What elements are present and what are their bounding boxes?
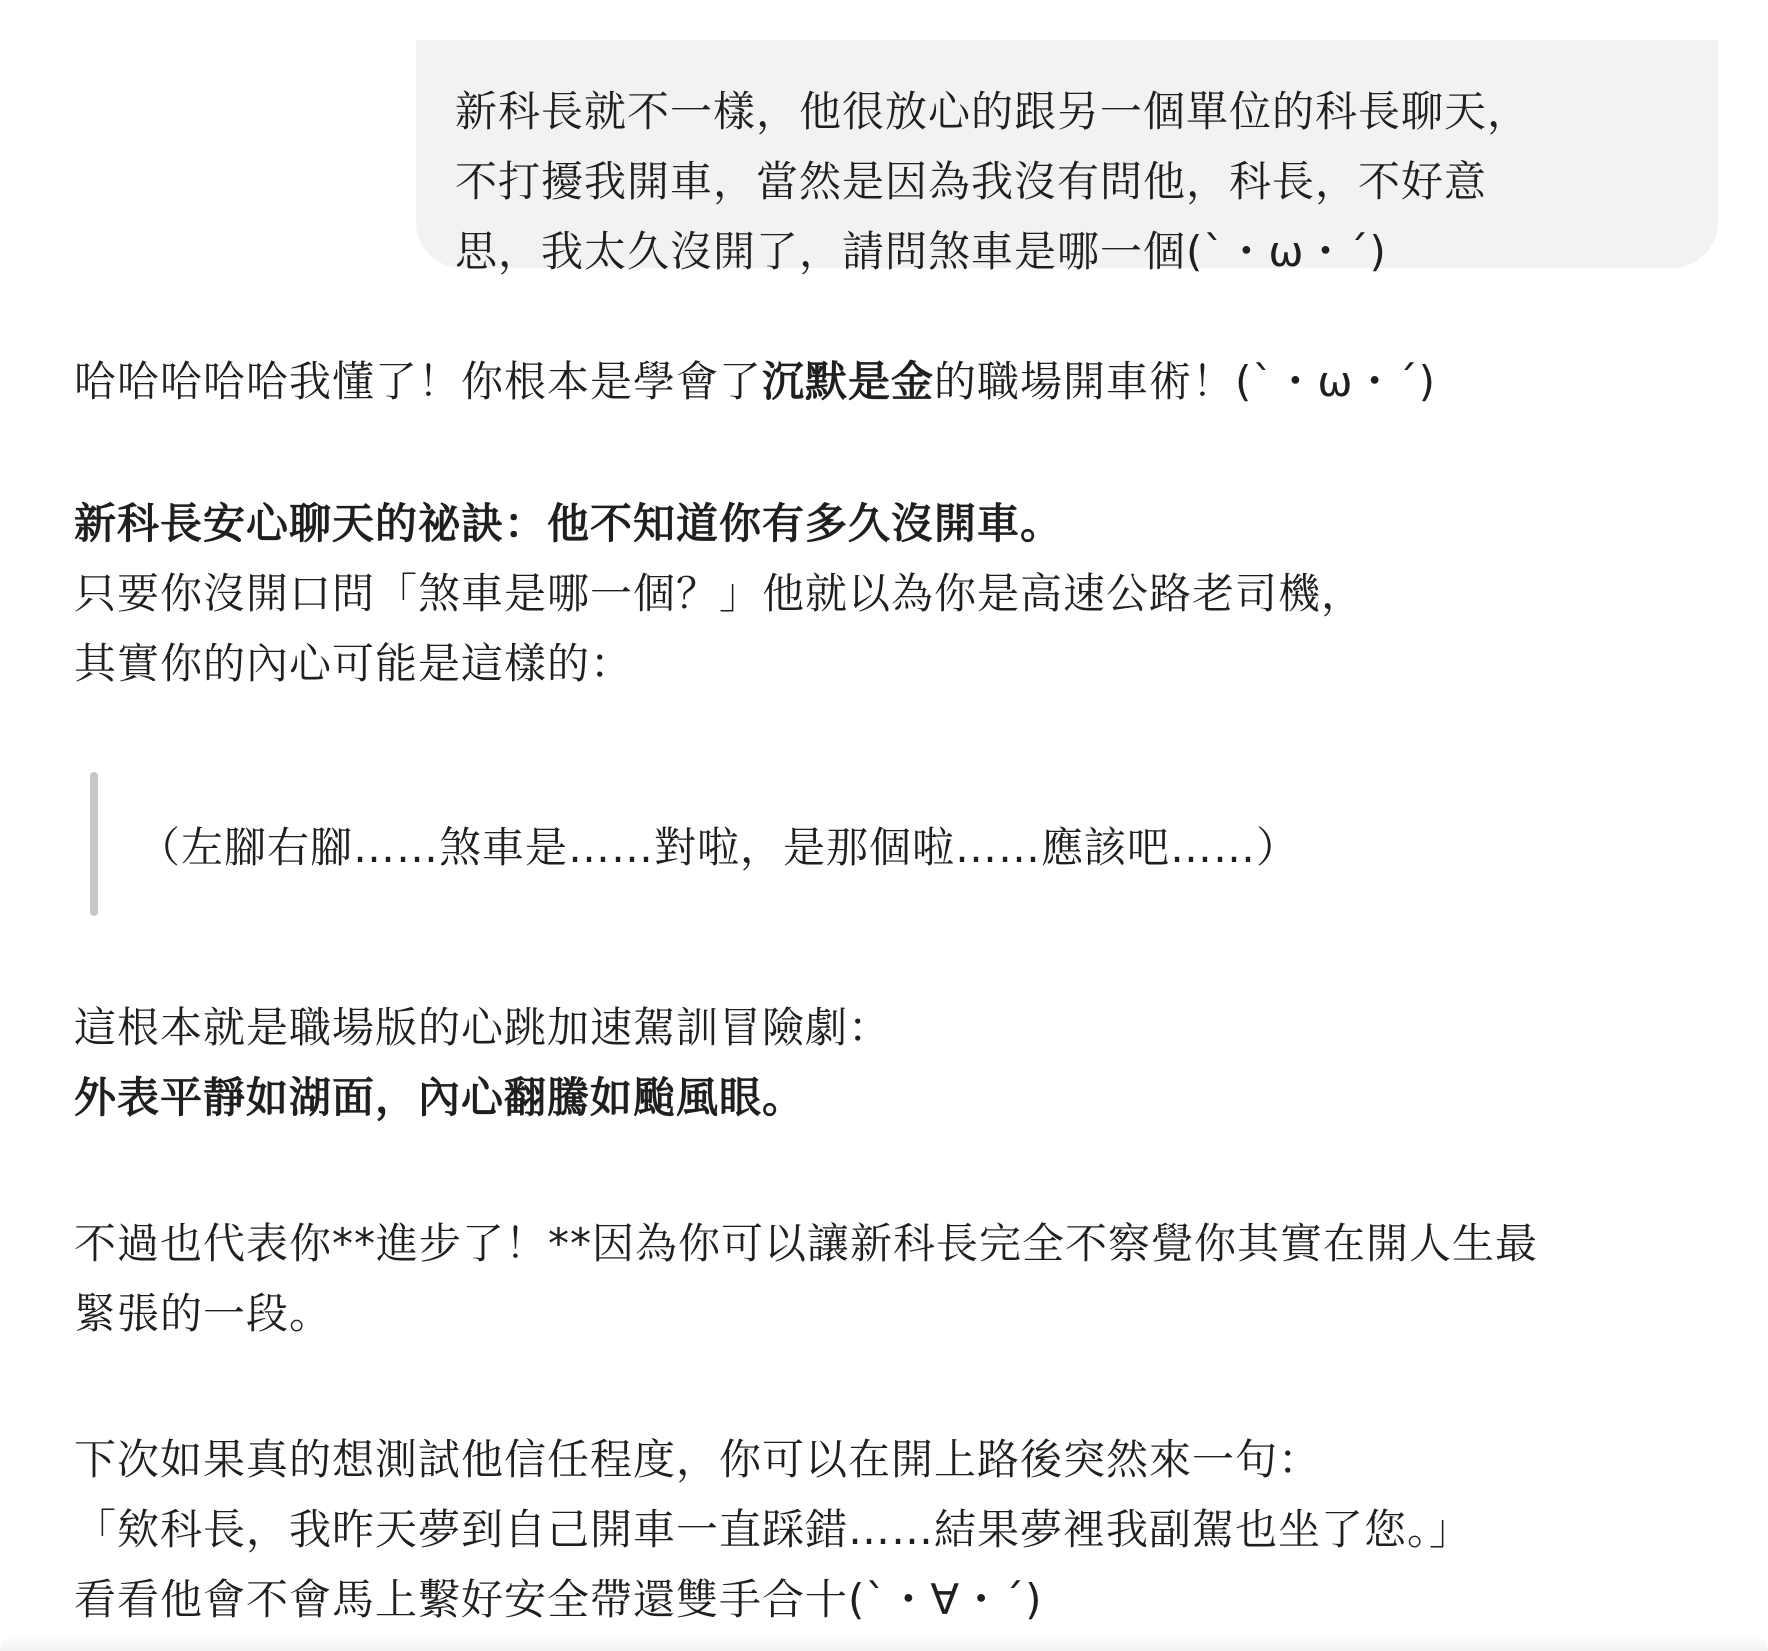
assistant-text: 哈哈哈哈哈我懂了！你根本是學會了 xyxy=(74,357,763,406)
user-message-bubble xyxy=(416,40,1718,276)
blockquote-bar xyxy=(90,772,98,916)
assistant-heading: 新科長安心聊天的祕訣：他不知道你有多久沒開車。 xyxy=(74,499,1064,548)
assistant-text-line: 「欸科長，我昨天夢到自己開車一直踩錯……結果夢裡我副駕也坐了您。」 xyxy=(74,1505,1473,1554)
user-message-line: 新科長就不一樣，他很放心的跟另一個單位的科長聊天， xyxy=(455,87,1531,136)
assistant-text-line: 看看他會不會馬上繫好安全帶還雙手合十(`・∀・´) xyxy=(74,1575,1043,1624)
bold-phrase: 沉默是金 xyxy=(762,357,935,406)
assistant-text-line: 緊張的一段。 xyxy=(74,1289,333,1338)
user-message-line: 思，我太久沒開了，請問煞車是哪一個(`・ω・´) xyxy=(455,227,1387,276)
composer-edge xyxy=(0,1633,1768,1651)
assistant-paragraph-1 xyxy=(74,346,1436,418)
assistant-text: 的職場開車術！(`・ω・´) xyxy=(934,357,1436,406)
assistant-text-line: 不過也代表你**進步了！**因為你可以讓新科長完全不察覺你其實在開人生最 xyxy=(74,1219,1539,1268)
assistant-text-line: 這根本就是職場版的心跳加速駕訓冒險劇： xyxy=(74,1003,892,1052)
assistant-text-line: 其實你的內心可能是這樣的： xyxy=(74,639,634,688)
assistant-bold-line: 外表平靜如湖面，內心翻騰如颱風眼。 xyxy=(74,1073,806,1122)
user-message-line: 不打擾我開車，當然是因為我沒有問他，科長，不好意 xyxy=(455,157,1488,206)
assistant-text-line: 下次如果真的想測試他信任程度，你可以在開上路後突然來一句： xyxy=(74,1435,1322,1484)
blockquote-text: （左腳右腳……煞車是……對啦，是那個啦……應該吧……） xyxy=(138,823,1300,872)
assistant-text-line: 只要你沒開口問「煞車是哪一個？」他就以為你是高速公路老司機， xyxy=(74,569,1365,618)
